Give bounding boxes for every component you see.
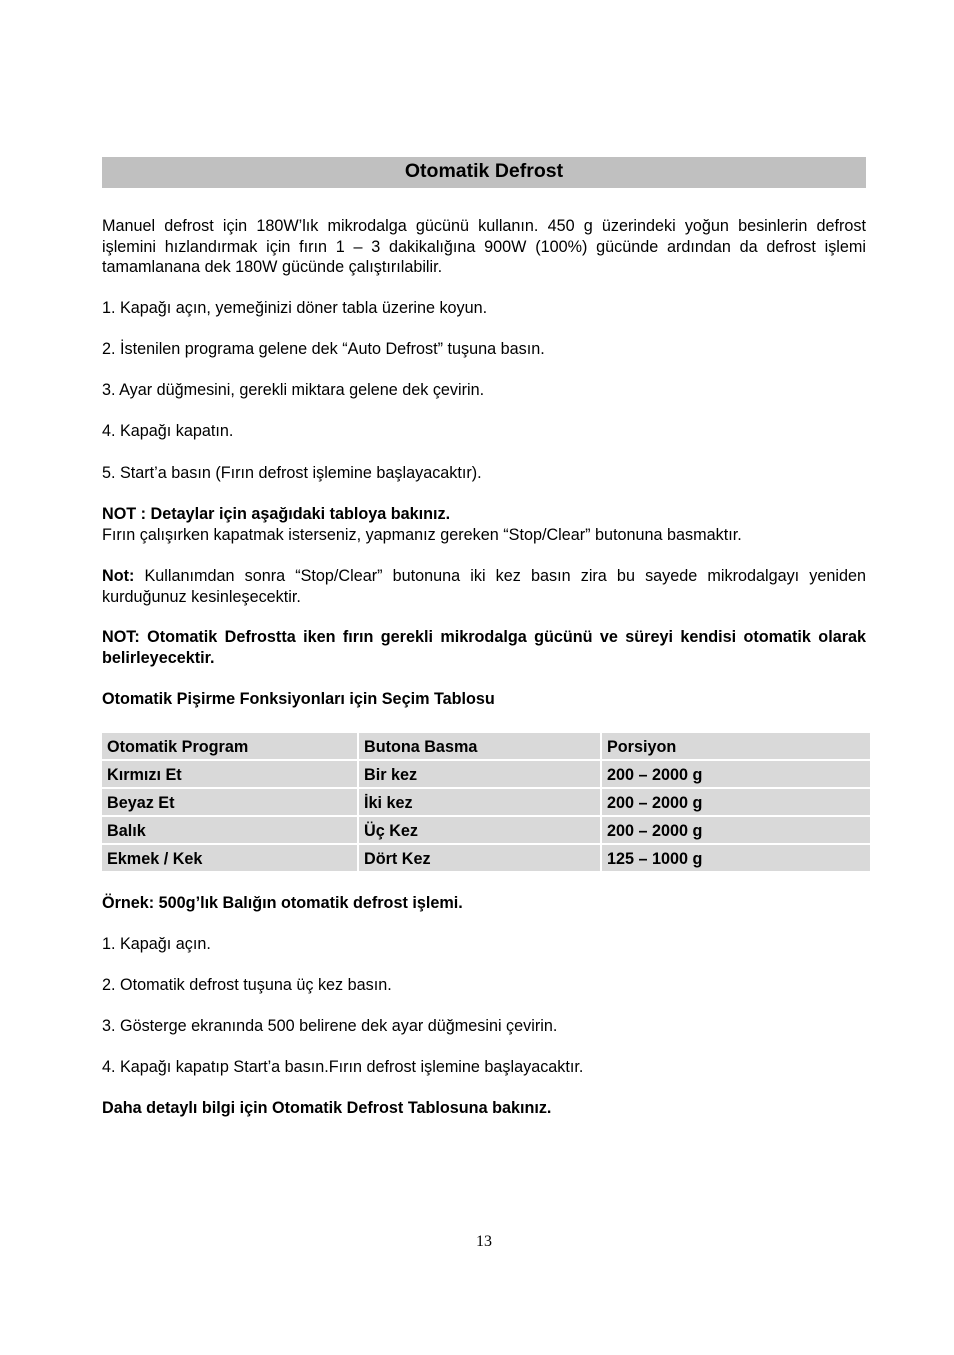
note-stop-clear-text: Kullanımdan sonra “Stop/Clear” butonuna iki kez basın zira bu sayede mikrodalgayı yeniden kurduğunuz kesinleşecektir. [102, 567, 866, 606]
table-row [102, 761, 870, 787]
example-heading: Örnek: 500g’lık Balığın otomatik defrost işlemi. [102, 894, 463, 912]
step-1: 1. Kapağı açın, yemeğinizi döner tabla üzerine koyun. [102, 299, 488, 317]
table-cell: 125 – 1000 g [602, 845, 870, 871]
table-cell: Kırmızı Et [102, 761, 357, 787]
table-title: Otomatik Pişirme Fonksiyonları için Seçim Tablosu [102, 690, 495, 708]
table-cell: 200 – 2000 g [602, 761, 870, 787]
table-cell: İki kez [359, 789, 600, 815]
footer-note: Daha detaylı bilgi için Otomatik Defrost Tablosuna bakınız. [102, 1099, 552, 1117]
step-4: 4. Kapağı kapatın. [102, 422, 234, 440]
table-header-cell: Porsiyon [602, 733, 870, 759]
example-step-2: 2. Otomatik defrost tuşuna üç kez basın. [102, 976, 392, 994]
table-header-row [102, 733, 870, 759]
selection-table [100, 731, 872, 873]
table-cell: 200 – 2000 g [602, 789, 870, 815]
note-details [102, 504, 866, 545]
table-header-cell: Butona Basma [359, 733, 600, 759]
note-auto: NOT: Otomatik Defrostta iken fırın gerekli mikrodalga gücünü ve süreyi kendisi otomatik olarak belirleyecektir. [102, 628, 866, 667]
example-step-3: 3. Gösterge ekranında 500 belirene dek ayar düğmesini çevirin. [102, 1017, 558, 1035]
table-row [102, 789, 870, 815]
step-5: 5. Start’a basın (Fırın defrost işlemine başlayacaktır). [102, 464, 482, 482]
note-stop-clear-label: Not: [102, 567, 135, 585]
table-cell: Dört Kez [359, 845, 600, 871]
table-cell: Bir kez [359, 761, 600, 787]
note-details-text: Fırın çalışırken kapatmak isterseniz, yapmanız gereken “Stop/Clear” butonuna basmaktır. [102, 525, 742, 544]
section-title: Otomatik Defrost [102, 157, 866, 188]
example-step-4: 4. Kapağı kapatıp Start’a basın.Fırın defrost işlemine başlayacaktır. [102, 1058, 584, 1076]
step-3: 3. Ayar düğmesini, gerekli miktara gelene dek çevirin. [102, 381, 485, 399]
intro-paragraph: Manuel defrost için 180W’lık mikrodalga gücünü kullanın. 450 g üzerindeki yoğun besinlerin defrost işlemini hızlandırmak için fırın 1 – 3 dakikalığına 900W (100%) gücünde ardından da defrost işlemi tamamlanana dek 180W gücünde çalıştırılabilir. [102, 217, 866, 277]
table-cell: 200 – 2000 g [602, 817, 870, 843]
page-number: 13 [476, 1233, 492, 1250]
step-2: 2. İstenilen programa gelene dek “Auto Defrost” tuşuna basın. [102, 340, 545, 358]
table-cell: Ekmek / Kek [102, 845, 357, 871]
note-stop-clear [102, 566, 866, 607]
table-cell: Üç Kez [359, 817, 600, 843]
table-header-cell: Otomatik Program [102, 733, 357, 759]
note-details-heading: NOT : Detaylar için aşağıdaki tabloya bakınız. [102, 505, 451, 523]
table-cell: Balık [102, 817, 357, 843]
table-row [102, 845, 870, 871]
example-step-1: 1. Kapağı açın. [102, 935, 211, 953]
table-cell: Beyaz Et [102, 789, 357, 815]
table-row [102, 817, 870, 843]
